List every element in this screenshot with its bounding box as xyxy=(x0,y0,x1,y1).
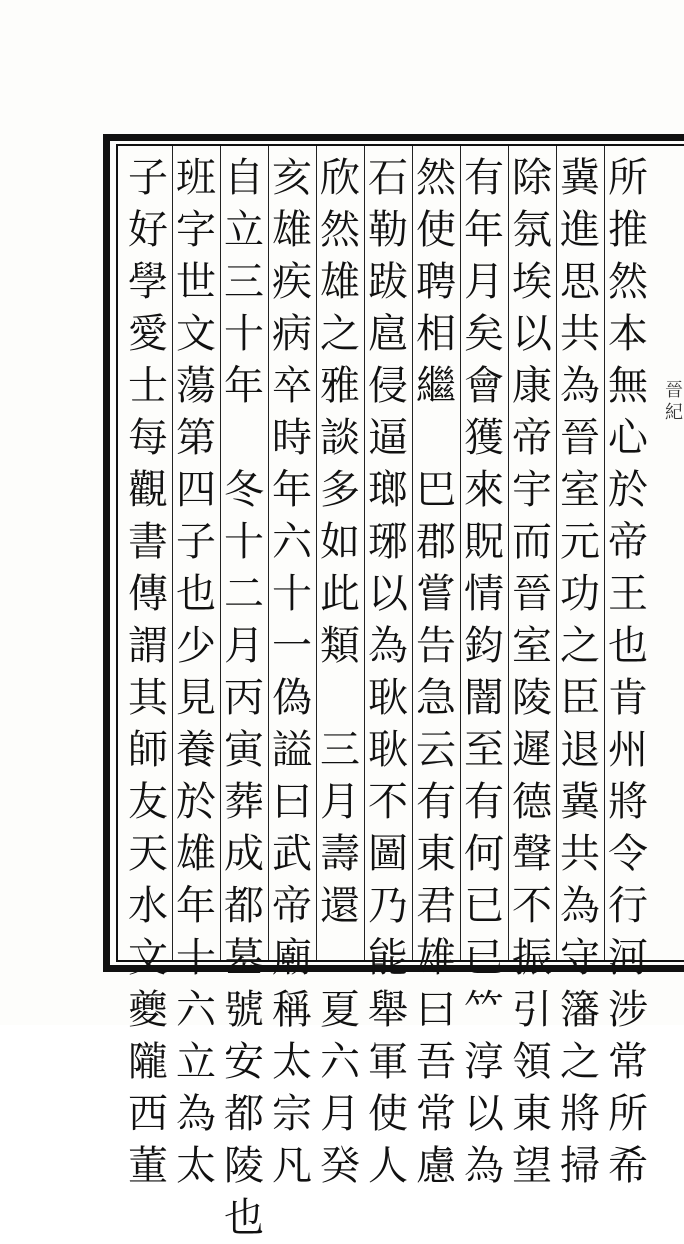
glyph: 𥫗 xyxy=(464,987,504,1033)
glyph: 振 xyxy=(512,935,552,981)
glyph: 耿 xyxy=(368,675,408,721)
glyph: 圖 xyxy=(368,831,408,877)
glyph: 類 xyxy=(320,623,360,669)
glyph: 隴 xyxy=(128,1039,168,1085)
glyph: 六 xyxy=(176,987,216,1033)
glyph: 聘 xyxy=(416,259,456,305)
glyph: 闇 xyxy=(464,675,504,721)
glyph: 也 xyxy=(224,1195,264,1241)
glyph: 三 xyxy=(320,727,360,773)
glyph: 扈 xyxy=(368,311,408,357)
glyph: 之 xyxy=(320,311,360,357)
text-column xyxy=(316,152,364,1189)
glyph: 六 xyxy=(320,1039,360,1085)
glyph: 何 xyxy=(464,831,504,877)
glyph: 為 xyxy=(176,1091,216,1137)
glyph: 常 xyxy=(608,1039,648,1085)
glyph: 使 xyxy=(368,1091,408,1137)
glyph: 太 xyxy=(176,1143,216,1189)
glyph: 為 xyxy=(560,363,600,409)
glyph: 領 xyxy=(512,1039,552,1085)
glyph: 養 xyxy=(176,727,216,773)
glyph: 雄 xyxy=(272,207,312,253)
margin-label xyxy=(664,380,684,680)
glyph: 夏 xyxy=(320,987,360,1033)
glyph: 鈞 xyxy=(464,623,504,669)
glyph: 安 xyxy=(224,1039,264,1085)
glyph: 都 xyxy=(224,1091,264,1137)
glyph: 雄 xyxy=(176,831,216,877)
glyph: 武 xyxy=(272,831,312,877)
glyph: 子 xyxy=(176,519,216,565)
glyph: 偽 xyxy=(272,675,312,721)
glyph: 人 xyxy=(368,1143,408,1189)
glyph: 欣 xyxy=(320,155,360,201)
glyph: 不 xyxy=(512,883,552,929)
glyph: 之 xyxy=(560,623,600,669)
glyph: 所 xyxy=(608,155,648,201)
margin-glyph: 晉 xyxy=(665,380,683,401)
glyph: 丙 xyxy=(224,675,264,721)
glyph: 友 xyxy=(128,779,168,825)
glyph: 跋 xyxy=(368,259,408,305)
glyph: 凡 xyxy=(272,1143,312,1189)
text-column xyxy=(508,152,556,1189)
text-column xyxy=(364,152,412,1189)
glyph: 帝 xyxy=(512,415,552,461)
glyph: 慮 xyxy=(416,1143,456,1189)
glyph: 都 xyxy=(224,883,264,929)
glyph: 乃 xyxy=(368,883,408,929)
glyph: 云 xyxy=(416,727,456,773)
glyph: 十 xyxy=(272,571,312,617)
text-column xyxy=(268,152,316,1189)
text-column xyxy=(604,152,652,1189)
glyph: 無 xyxy=(608,363,648,409)
glyph: 退 xyxy=(560,727,600,773)
glyph: 守 xyxy=(560,935,600,981)
glyph: 月 xyxy=(320,1091,360,1137)
glyph: 埃 xyxy=(512,259,552,305)
glyph: 文 xyxy=(128,935,168,981)
glyph: 告 xyxy=(416,623,456,669)
glyph: 巴 xyxy=(416,467,456,513)
glyph: 籓 xyxy=(560,987,600,1033)
glyph: 書 xyxy=(128,519,168,565)
glyph: 也 xyxy=(608,623,648,669)
glyph: 為 xyxy=(368,623,408,669)
glyph: 四 xyxy=(176,467,216,513)
glyph: 來 xyxy=(464,467,504,513)
glyph: 謂 xyxy=(128,623,168,669)
glyph: 君 xyxy=(416,883,456,929)
glyph: 疾 xyxy=(272,259,312,305)
glyph: 冀 xyxy=(560,155,600,201)
glyph: 雄 xyxy=(320,259,360,305)
glyph: 掃 xyxy=(560,1143,600,1189)
glyph: 舉 xyxy=(368,987,408,1033)
glyph: 急 xyxy=(416,675,456,721)
glyph: 功 xyxy=(560,571,600,617)
glyph: 而 xyxy=(512,519,552,565)
glyph: 曰 xyxy=(272,779,312,825)
glyph: 晉 xyxy=(560,415,600,461)
glyph: 卒 xyxy=(272,363,312,409)
glyph: 除 xyxy=(512,155,552,201)
glyph: 雅 xyxy=(320,363,360,409)
glyph: 郡 xyxy=(416,519,456,565)
glyph: 室 xyxy=(512,623,552,669)
glyph: 亥 xyxy=(272,155,312,201)
glyph: 學 xyxy=(128,259,168,305)
glyph: 勒 xyxy=(368,207,408,253)
glyph: 東 xyxy=(416,831,456,877)
glyph: 葬 xyxy=(224,779,264,825)
glyph: 字 xyxy=(176,207,216,253)
glyph xyxy=(412,412,460,464)
glyph: 蕩 xyxy=(176,363,216,409)
glyph: 已 xyxy=(464,883,504,929)
glyph: 能 xyxy=(368,935,408,981)
glyph: 六 xyxy=(272,519,312,565)
glyph: 有 xyxy=(416,779,456,825)
glyph: 康 xyxy=(512,363,552,409)
glyph: 曰 xyxy=(416,987,456,1033)
glyph: 寅 xyxy=(224,727,264,773)
glyph: 太 xyxy=(272,1039,312,1085)
glyph: 病 xyxy=(272,311,312,357)
glyph: 帝 xyxy=(608,519,648,565)
glyph: 一 xyxy=(272,623,312,669)
glyph: 為 xyxy=(560,883,600,929)
glyph: 三 xyxy=(224,259,264,305)
glyph: 立 xyxy=(176,1039,216,1085)
glyph: 於 xyxy=(176,779,216,825)
glyph: 推 xyxy=(608,207,648,253)
glyph: 年 xyxy=(224,363,264,409)
glyph: 元 xyxy=(560,519,600,565)
glyph: 將 xyxy=(608,779,648,825)
glyph: 墓 xyxy=(224,935,264,981)
glyph: 師 xyxy=(128,727,168,773)
glyph: 每 xyxy=(128,415,168,461)
glyph: 陵 xyxy=(512,675,552,721)
glyph: 行 xyxy=(608,883,648,929)
glyph: 稱 xyxy=(272,987,312,1033)
glyph: 冀 xyxy=(560,779,600,825)
glyph: 號 xyxy=(224,987,264,1033)
glyph: 耿 xyxy=(368,727,408,773)
glyph: 石 xyxy=(368,155,408,201)
glyph: 十 xyxy=(176,935,216,981)
glyph: 夔 xyxy=(128,987,168,1033)
glyph: 世 xyxy=(176,259,216,305)
glyph: 室 xyxy=(560,467,600,513)
glyph: 年 xyxy=(272,467,312,513)
glyph: 多 xyxy=(320,467,360,513)
glyph: 矣 xyxy=(464,311,504,357)
glyph: 將 xyxy=(560,1091,600,1137)
glyph: 逼 xyxy=(368,415,408,461)
glyph: 第 xyxy=(176,415,216,461)
glyph: 已 xyxy=(464,935,504,981)
glyph: 使 xyxy=(416,207,456,253)
glyph: 自 xyxy=(224,155,264,201)
glyph: 令 xyxy=(608,831,648,877)
glyph: 癸 xyxy=(320,1143,360,1189)
glyph: 至 xyxy=(464,727,504,773)
glyph: 見 xyxy=(176,675,216,721)
glyph: 涉 xyxy=(608,987,648,1033)
glyph: 常 xyxy=(416,1091,456,1137)
glyph: 文 xyxy=(176,311,216,357)
glyph: 共 xyxy=(560,831,600,877)
glyph: 陵 xyxy=(224,1143,264,1189)
glyph: 貺 xyxy=(464,519,504,565)
glyph: 相 xyxy=(416,311,456,357)
glyph: 觀 xyxy=(128,467,168,513)
glyph: 傳 xyxy=(128,571,168,617)
glyph: 淳 xyxy=(464,1039,504,1085)
glyph: 琊 xyxy=(368,519,408,565)
text-column xyxy=(460,152,508,1189)
glyph: 聲 xyxy=(512,831,552,877)
glyph: 愛 xyxy=(128,311,168,357)
glyph: 宇 xyxy=(512,467,552,513)
glyph: 如 xyxy=(320,519,360,565)
text-column xyxy=(556,152,604,1189)
glyph: 心 xyxy=(608,415,648,461)
glyph: 吾 xyxy=(416,1039,456,1085)
glyph: 子 xyxy=(128,155,168,201)
glyph: 河 xyxy=(608,935,648,981)
text-column xyxy=(172,152,220,1189)
glyph: 共 xyxy=(560,311,600,357)
glyph: 壽 xyxy=(320,831,360,877)
glyph: 德 xyxy=(512,779,552,825)
glyph: 年 xyxy=(464,207,504,253)
glyph: 肯 xyxy=(608,675,648,721)
glyph: 遲 xyxy=(512,727,552,773)
glyph: 東 xyxy=(512,1091,552,1137)
glyph: 其 xyxy=(128,675,168,721)
glyph: 好 xyxy=(128,207,168,253)
glyph: 於 xyxy=(608,467,648,513)
glyph: 以 xyxy=(512,311,552,357)
glyph: 少 xyxy=(176,623,216,669)
glyph: 獲 xyxy=(464,415,504,461)
glyph: 臣 xyxy=(560,675,600,721)
glyph: 謚 xyxy=(272,727,312,773)
glyph: 不 xyxy=(368,779,408,825)
glyph: 十 xyxy=(224,519,264,565)
glyph: 成 xyxy=(224,831,264,877)
glyph: 望 xyxy=(512,1143,552,1189)
glyph: 進 xyxy=(560,207,600,253)
glyph: 嘗 xyxy=(416,571,456,617)
glyph: 引 xyxy=(512,987,552,1033)
glyph: 晉 xyxy=(512,571,552,617)
glyph: 冬 xyxy=(224,467,264,513)
glyph: 州 xyxy=(608,727,648,773)
glyph: 廟 xyxy=(272,935,312,981)
glyph: 二 xyxy=(224,571,264,617)
glyph: 軍 xyxy=(368,1039,408,1085)
glyph: 以 xyxy=(368,571,408,617)
text-column xyxy=(412,152,460,1189)
glyph: 有 xyxy=(464,779,504,825)
glyph: 情 xyxy=(464,571,504,617)
glyph: 班 xyxy=(176,155,216,201)
glyph: 此 xyxy=(320,571,360,617)
glyph: 月 xyxy=(464,259,504,305)
glyph: 會 xyxy=(464,363,504,409)
glyph: 水 xyxy=(128,883,168,929)
glyph: 之 xyxy=(560,1039,600,1085)
glyph: 年 xyxy=(176,883,216,929)
glyph: 雄 xyxy=(416,935,456,981)
text-column xyxy=(124,152,172,1189)
glyph: 然 xyxy=(320,207,360,253)
glyph: 董 xyxy=(128,1143,168,1189)
glyph: 還 xyxy=(320,883,360,929)
glyph: 繼 xyxy=(416,363,456,409)
glyph: 時 xyxy=(272,415,312,461)
text-column xyxy=(220,152,268,1241)
glyph: 天 xyxy=(128,831,168,877)
glyph: 希 xyxy=(608,1143,648,1189)
glyph: 思 xyxy=(560,259,600,305)
glyph: 王 xyxy=(608,571,648,617)
glyph: 帝 xyxy=(272,883,312,929)
glyph: 士 xyxy=(128,363,168,409)
glyph: 為 xyxy=(464,1143,504,1189)
glyph: 然 xyxy=(416,155,456,201)
glyph: 侵 xyxy=(368,363,408,409)
glyph: 也 xyxy=(176,571,216,617)
glyph: 立 xyxy=(224,207,264,253)
glyph: 所 xyxy=(608,1091,648,1137)
glyph: 十 xyxy=(224,311,264,357)
glyph xyxy=(220,412,268,464)
glyph: 氛 xyxy=(512,207,552,253)
glyph xyxy=(316,672,364,724)
glyph: 西 xyxy=(128,1091,168,1137)
glyph: 瑯 xyxy=(368,467,408,513)
glyph: 月 xyxy=(224,623,264,669)
margin-glyph: 紀 xyxy=(665,402,683,423)
glyph xyxy=(316,932,364,984)
glyph: 然 xyxy=(608,259,648,305)
glyph: 談 xyxy=(320,415,360,461)
glyph: 本 xyxy=(608,311,648,357)
glyph: 月 xyxy=(320,779,360,825)
glyph: 宗 xyxy=(272,1091,312,1137)
glyph: 以 xyxy=(464,1091,504,1137)
glyph: 有 xyxy=(464,155,504,201)
